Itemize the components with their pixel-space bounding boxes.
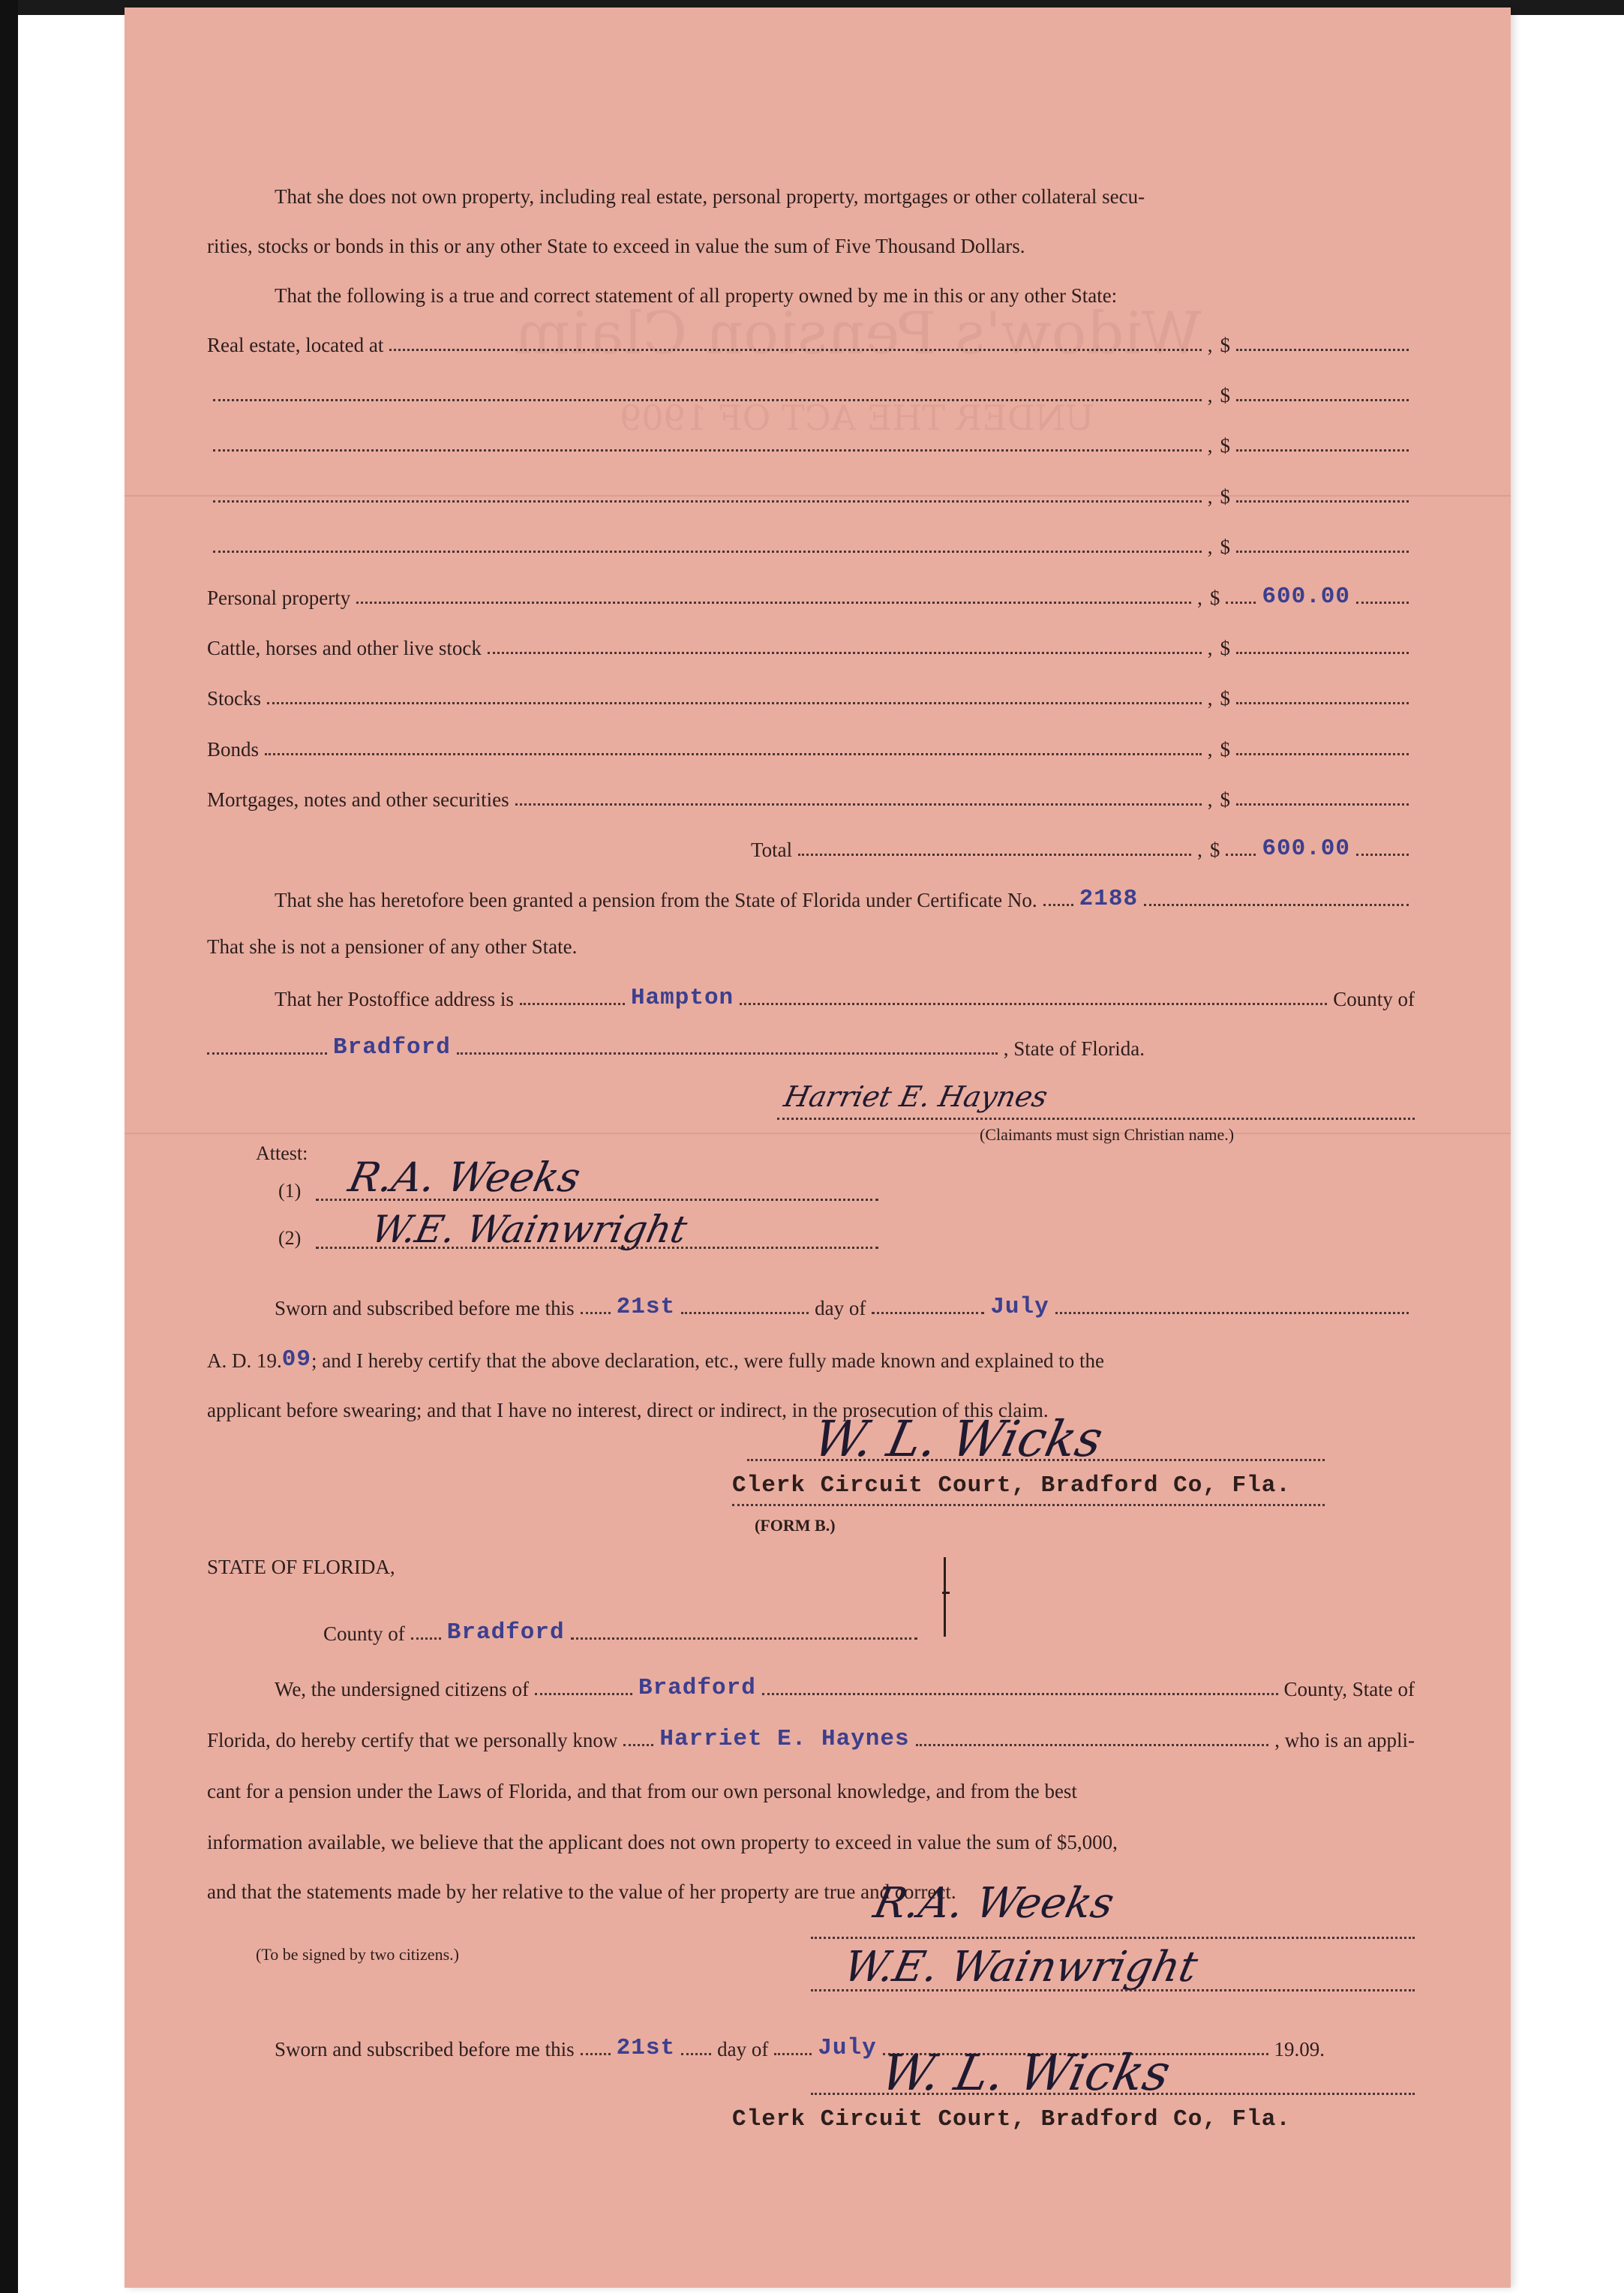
sworn-b-year: 19.09. (1274, 2038, 1325, 2060)
clerk-signature-b: W. L. Wicks (875, 2044, 1175, 2102)
cert-b-line-5: and that the statements made by her relative to the value of her property are true and correct. (207, 1880, 956, 1903)
county-value: Bradford (333, 1034, 451, 1061)
not-pensioner-line: That she is not a pensioner of any other State. (207, 935, 578, 958)
row-real-estate-5: , $ (207, 515, 1415, 557)
clerk-title-b: Clerk Circuit Court, Bradford Co, Fla. (732, 2106, 1291, 2132)
form-b-county-line: County of Bradford (323, 1602, 923, 1644)
row-mortgages: Mortgages, notes and other securities , $ (207, 768, 1415, 810)
scan-border-left (0, 0, 18, 2293)
citizen-signature-line-1 (811, 1937, 1415, 1939)
attest-signature-2: W.E. Wainwright (367, 1208, 692, 1251)
postoffice-value: Hampton (630, 985, 734, 1011)
clerk-signature-line-a (747, 1459, 1325, 1461)
row-stocks: Stocks , $ (207, 667, 1415, 709)
sworn-a-month: July (990, 1294, 1049, 1320)
row-personal-property: Personal property , $ 600.00 (207, 566, 1415, 608)
sworn-a-line-3: applicant before swearing; and that I have no interest, direct or indirect, in the prosecution of this claim. (207, 1399, 1049, 1421)
cert-b-line-1: We, the undersigned citizens of Bradford County, State of (275, 1675, 1415, 1701)
sworn-b-line: Sworn and subscribed before me this 21st day of July 19.09. (275, 2035, 1325, 2061)
clerk-signature-a: W. L. Wicks (808, 1410, 1108, 1468)
attest-num-2: (2) (278, 1227, 302, 1249)
form-b-label: (FORM B.) (755, 1516, 836, 1535)
sworn-a-year: 09 (281, 1346, 311, 1373)
cert-b-line-3: cant for a pension under the Laws of Florida, and that from our own personal knowledge, and from the best (207, 1780, 1077, 1802)
county-line: Bradford , State of Florida. (207, 1017, 1145, 1059)
bracket (929, 1557, 946, 1637)
row-real-estate-2: , $ (207, 364, 1415, 406)
bracket-tip (942, 1592, 950, 1594)
state-of-florida: STATE OF FLORIDA, (207, 1556, 395, 1578)
pension-form-page (125, 8, 1511, 2288)
claimant-note: (Claimants must sign Christian name.) (980, 1125, 1235, 1144)
clerk-title-a: Clerk Circuit Court, Bradford Co, Fla. (732, 1472, 1291, 1499)
row-real-estate-4: , $ (207, 465, 1415, 507)
two-citizens-note: (To be signed by two citizens.) (256, 1945, 459, 1964)
clerk-title-line-a (732, 1504, 1325, 1506)
row-bonds: Bonds , $ (207, 718, 1415, 760)
row-real-estate-3: , $ (207, 414, 1415, 456)
attest-label: Attest: (256, 1142, 308, 1164)
citizen-signature-line-2 (811, 1989, 1415, 1991)
row-total: Total , $ 600.00 (751, 818, 1415, 860)
claimant-signature: Harriet E. Haynes (781, 1080, 1051, 1113)
sworn-b-day: 21st (616, 2035, 676, 2061)
total-value: 600.00 (1262, 836, 1350, 862)
cert-b-line-4: information available, we believe that the applicant does not own property to exceed in value the sum of $5,000, (207, 1831, 1118, 1853)
cert-b-county: Bradford (638, 1675, 756, 1701)
citizen-signature-2: W.E. Wainwright (839, 1943, 1202, 1991)
attest-num-1: (1) (278, 1180, 302, 1202)
row-real-estate: Real estate, located at , $ (207, 314, 1415, 356)
watermark-subtitle: UNDER THE ACT OF 1909 (620, 398, 1094, 438)
postoffice-line: That her Postoffice address is Hampton County of (275, 985, 1415, 1011)
sworn-b-month: July (818, 2035, 877, 2061)
certificate-line: That she has heretofore been granted a pension from the State of Florida under Certificate No. 2188 (275, 869, 1415, 911)
intro-line-2: rities, stocks or bonds in this or any other State to exceed in value the sum of Five Thousand Dollars. (207, 235, 1025, 257)
sworn-a-year-line: A. D. 19. 09 ; and I hereby certify that the above declaration, etc., were fully made known and explained to the (207, 1346, 1105, 1373)
form-b-county: Bradford (446, 1619, 565, 1646)
cert-b-applicant: Harriet E. Haynes (659, 1726, 910, 1752)
cert-b-line-2: Florida, do hereby certify that we personally know Harriet E. Haynes , who is an appli- (207, 1726, 1415, 1752)
clerk-signature-line-b (811, 2093, 1415, 2095)
citizen-signature-1: R.A. Weeks (869, 1879, 1118, 1928)
sworn-a-line: Sworn and subscribed before me this 21st day of July (275, 1277, 1415, 1319)
sworn-a-day: 21st (616, 1294, 676, 1320)
attest-signature-1: R.A. Weeks (344, 1154, 585, 1201)
watermark-title: Widow's Pension Claim (515, 300, 1202, 368)
intro-line-1: That she does not own property, including real estate, personal property, mortgages or other collateral secu- (275, 185, 1145, 208)
personal-property-value: 600.00 (1262, 584, 1350, 610)
certificate-number: 2188 (1079, 886, 1139, 912)
fold-line (125, 1133, 1511, 1134)
intro-line-3: That the following is a true and correct statement of all property owned by me in this or any other State: (275, 284, 1118, 307)
claimant-signature-line (777, 1118, 1415, 1120)
row-cattle: Cattle, horses and other live stock , $ (207, 617, 1415, 659)
